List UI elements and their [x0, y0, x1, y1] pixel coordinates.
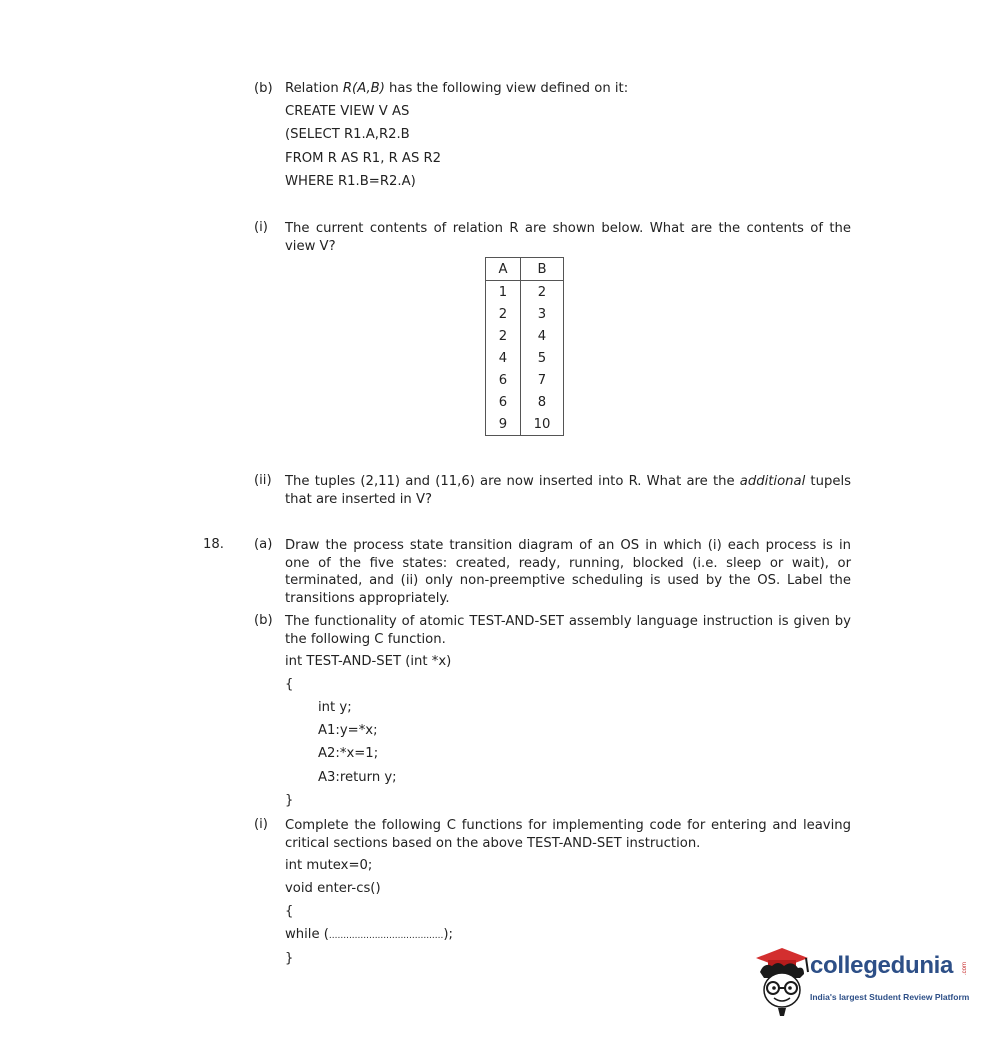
table-row	[486, 369, 564, 391]
code-brace-close: }	[285, 793, 294, 808]
sql-line-3: FROM R AS R1, R AS R2	[285, 151, 442, 166]
code-line-4: A3:return y;	[318, 770, 397, 785]
table-row	[486, 413, 564, 436]
enter-brace-close: }	[285, 951, 294, 966]
table-row	[486, 391, 564, 413]
part-ii-text: The tuples (2,11) and (11,6) are now inserted into R. What are the additional tupels that are inserted in V?	[285, 474, 851, 507]
logo-wordmark: collegedunia	[810, 952, 954, 979]
cell-b: 4	[521, 325, 564, 347]
cell-b: 10	[521, 413, 564, 436]
table-row	[486, 347, 564, 369]
sql-line-1: CREATE VIEW V AS	[285, 104, 410, 119]
table-row	[486, 325, 564, 347]
column-header-a: A	[486, 258, 521, 281]
code-brace-open: {	[285, 677, 294, 692]
code-line-2: A1:y=*x;	[318, 723, 378, 738]
cell-b: 8	[521, 391, 564, 413]
q18b-text: The functionality of atomic TEST-AND-SET assembly language instruction is given by the following C function.	[285, 614, 851, 647]
relation-r-table	[485, 257, 564, 436]
enter-cs-signature: void enter-cs()	[285, 881, 381, 896]
cell-a: 6	[486, 369, 521, 391]
code-line-1: int y;	[318, 700, 352, 715]
sql-line-4: WHERE R1.B=R2.A)	[285, 174, 416, 189]
cell-a: 4	[486, 347, 521, 369]
logo-com: .com	[962, 962, 968, 976]
table-row	[486, 303, 564, 325]
part-i-label: (i)	[254, 220, 268, 235]
cell-a: 2	[486, 325, 521, 347]
q18b-i-label: (i)	[254, 817, 268, 832]
code-signature: int TEST-AND-SET (int *x)	[285, 654, 452, 669]
part-ii-label: (ii)	[254, 473, 272, 488]
sql-line-2: (SELECT R1.A,R2.B	[285, 127, 410, 142]
column-header-b: B	[521, 258, 564, 281]
cell-b: 5	[521, 347, 564, 369]
part-i-text: The current contents of relation R are shown below. What are the contents of the view V?	[285, 221, 851, 254]
cell-b: 3	[521, 303, 564, 325]
table-row	[486, 281, 564, 304]
question-number: 18.	[203, 537, 224, 552]
q17b-label: (b)	[254, 81, 273, 96]
enter-brace-open: {	[285, 904, 294, 919]
mutex-line: int mutex=0;	[285, 858, 373, 873]
q18a-text: Draw the process state transition diagram of an OS in which (i) each process is in one of the five states: created, ready, running, blocked (i.e. sleep or wait), or terminated, and (ii) only non-preemptive scheduling is used by the OS. Label the transitions appropriately.	[285, 538, 851, 606]
logo-tagline: India's largest Student Review Platform	[810, 992, 970, 1002]
while-line: while (........................................);	[285, 927, 453, 942]
cell-a: 1	[486, 281, 521, 304]
cell-a: 2	[486, 303, 521, 325]
q18b-label: (b)	[254, 613, 273, 628]
cell-b: 7	[521, 369, 564, 391]
code-line-3: A2:*x=1;	[318, 746, 379, 761]
cell-a: 9	[486, 413, 521, 436]
q18a-label: (a)	[254, 537, 273, 552]
q17b-intro: Relation R(A,B) has the following view defined on it:	[285, 81, 629, 96]
mascot-icon	[750, 940, 814, 1020]
blank-dots: ........................................	[328, 931, 444, 941]
collegedunia-logo	[750, 940, 980, 1020]
cell-b: 2	[521, 281, 564, 304]
q18b-i-text: Complete the following C functions for implementing code for entering and leaving critical sections based on the above TEST-AND-SET instruction.	[285, 818, 851, 851]
cell-a: 6	[486, 391, 521, 413]
